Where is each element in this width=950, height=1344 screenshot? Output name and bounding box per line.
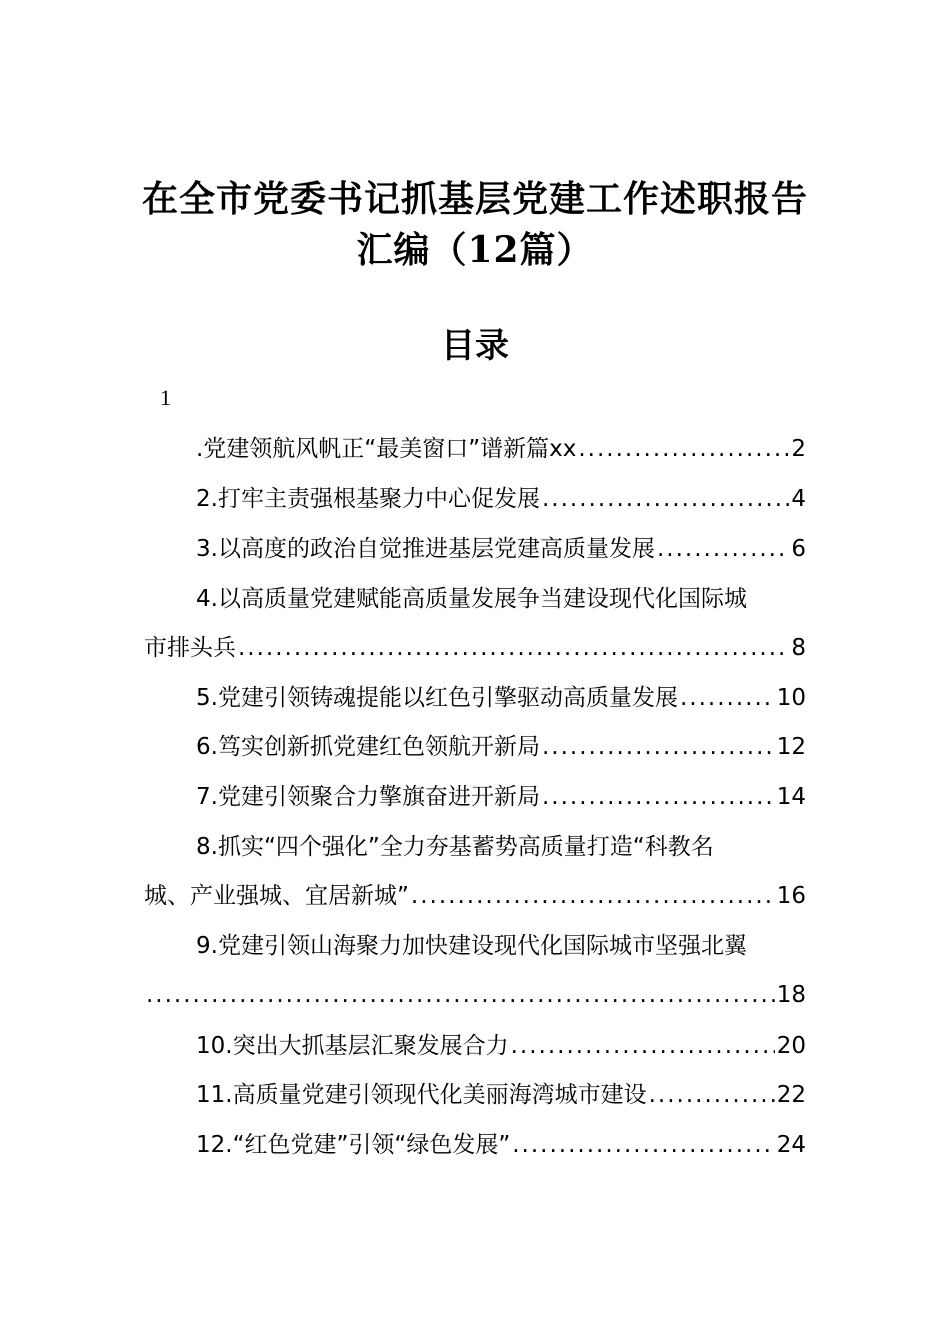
toc-entry[interactable] bbox=[196, 781, 806, 813]
toc-leader-dots bbox=[649, 1079, 775, 1111]
toc-leader-dots bbox=[512, 1129, 774, 1161]
toc-entry[interactable] bbox=[196, 682, 806, 714]
toc-entry[interactable] bbox=[196, 1079, 806, 1111]
document-title-line-1: 在全市党委书记抓基层党建工作述职报告 bbox=[141, 178, 808, 220]
toc-entry-page: 22 bbox=[776, 1082, 806, 1108]
toc-entry-title: 10.突出大抓基层汇聚发展合力 bbox=[196, 1033, 509, 1059]
toc-entry-page: 16 bbox=[776, 883, 806, 909]
toc-entry[interactable] bbox=[196, 533, 806, 565]
toc-entry-title: 3.以高度的政治自觉推进基层党建高质量发展 bbox=[196, 536, 655, 562]
toc-heading: 目录 bbox=[441, 326, 509, 366]
toc-entry-title: 11.高质量党建引领现代化美丽海湾城市建设 bbox=[196, 1082, 647, 1108]
toc-entry-title: 12.“红色党建”引领“绿色发展” bbox=[196, 1132, 511, 1158]
toc-leader-dots bbox=[542, 483, 789, 515]
toc-entry[interactable] bbox=[196, 1030, 806, 1062]
toc-entry-title-line-1[interactable]: 4.以高质量党建赋能高质量发展争当建设现代化国际城 bbox=[196, 586, 747, 612]
toc-entry-page: 10 bbox=[776, 685, 806, 711]
toc-entry-title-line-1[interactable]: 9.党建引领山海聚力加快建设现代化国际城市坚强北翼 bbox=[196, 933, 747, 959]
toc-entry-page: 18 bbox=[776, 982, 806, 1008]
toc-entry-page: 20 bbox=[776, 1033, 806, 1059]
toc-leader-dots bbox=[542, 781, 775, 813]
toc-entry-page: 6 bbox=[791, 536, 806, 562]
toc-entry-title: 2.打牢主责强根基聚力中心促发展 bbox=[196, 486, 540, 512]
document-title-line-2: 汇编（12篇） bbox=[356, 229, 594, 271]
toc-leader-dots bbox=[578, 433, 789, 465]
toc-leader-dots bbox=[238, 632, 789, 664]
toc-leader-dots bbox=[411, 880, 775, 912]
toc-entry-page: 8 bbox=[791, 635, 806, 661]
toc-leader-dots bbox=[542, 731, 775, 763]
toc-entry[interactable] bbox=[196, 731, 806, 763]
toc-leader-dots bbox=[680, 682, 775, 714]
toc-entry[interactable] bbox=[144, 880, 806, 912]
toc-entry[interactable] bbox=[144, 632, 806, 664]
toc-entry-title-line-2: 市排头兵 bbox=[144, 635, 236, 661]
toc-entry-page: 2 bbox=[791, 436, 806, 462]
toc-entry-page: 12 bbox=[776, 734, 806, 760]
toc-entry[interactable] bbox=[196, 1129, 806, 1161]
toc-entry-title: 5.党建引领铸魂提能以红色引擎驱动高质量发展 bbox=[196, 685, 678, 711]
page-marker: 1 bbox=[160, 385, 171, 410]
toc-entry-page: 4 bbox=[791, 486, 806, 512]
toc-entry-title: 6.笃实创新抓党建红色领航开新局 bbox=[196, 734, 540, 760]
toc-entry[interactable] bbox=[196, 433, 806, 465]
toc-entry-title-line-1[interactable]: 8.抓实“四个强化”全力夯基蓄势高质量打造“科教名 bbox=[196, 834, 714, 860]
toc-entry-title: .党建领航风帆正“最美窗口”谱新篇xx bbox=[196, 436, 577, 462]
toc-leader-dots bbox=[146, 979, 775, 1011]
toc-entry-title: 7.党建引领聚合力擎旗奋进开新局 bbox=[196, 784, 540, 810]
toc-leader-dots bbox=[657, 533, 789, 565]
toc-entry[interactable] bbox=[196, 483, 806, 515]
toc-entry[interactable] bbox=[144, 979, 806, 1011]
toc-leader-dots bbox=[511, 1030, 775, 1062]
toc-entry-page: 14 bbox=[776, 784, 806, 810]
toc-entry-title-line-2: 城、产业强城、宜居新城” bbox=[144, 883, 409, 909]
toc-entry-page: 24 bbox=[776, 1132, 806, 1158]
